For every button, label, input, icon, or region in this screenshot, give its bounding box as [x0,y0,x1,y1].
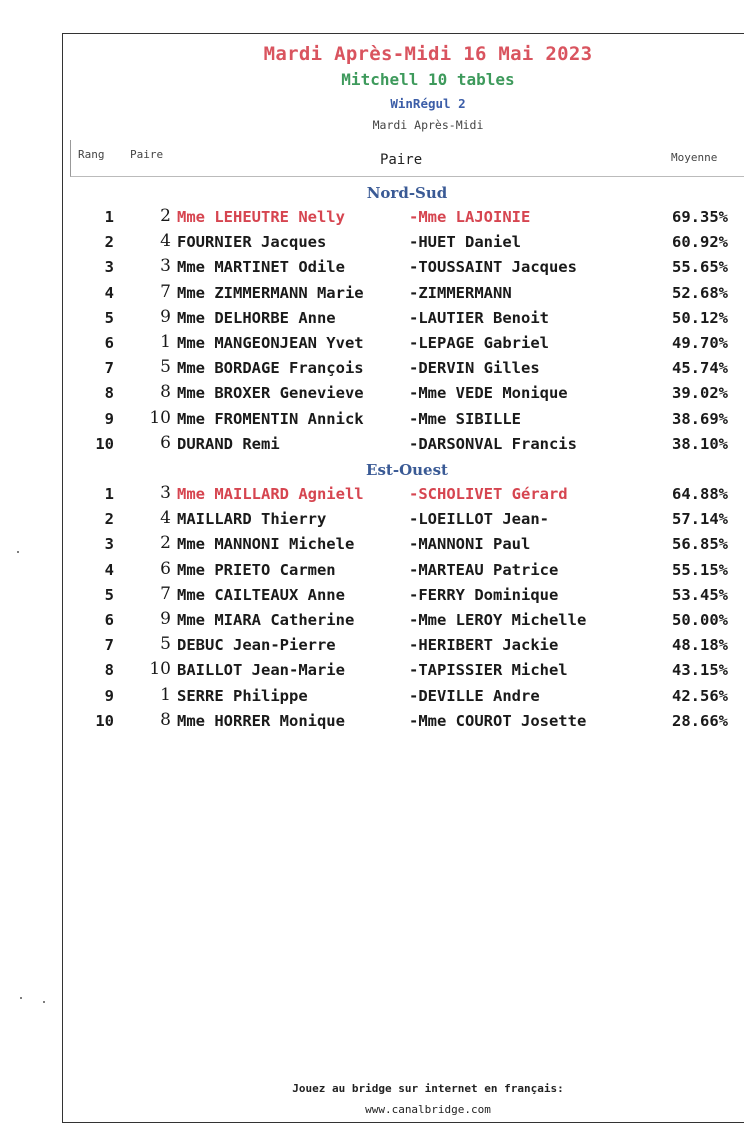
pair-number-cell: 3 [160,483,171,503]
rank-cell: 4 [104,560,114,579]
table-row [70,583,740,611]
score-cell: 56.85% [672,535,728,554]
pair-number-cell: 9 [160,609,171,629]
player-one-cell: Mme BORDAGE François [177,359,364,378]
table-row [70,359,740,384]
player-two-cell: -Mme SIBILLE [409,409,521,428]
table-row [70,281,740,309]
player-one-cell: Mme ZIMMERMANN Marie [177,283,364,302]
pair-number-cell: 8 [160,382,171,403]
player-one-cell: DEBUC Jean-Pierre [177,636,336,655]
player-one-cell: Mme MAILLARD Agniell [177,485,364,503]
player-one-cell: Mme HORRER Monique [177,711,345,730]
column-header-pair: Paire [380,152,423,168]
score-cell: 45.74% [672,359,728,378]
player-one-cell: BAILLOT Jean-Marie [177,661,345,680]
rank-cell: 6 [104,334,114,352]
table-row [70,611,740,636]
software-name: WinRégul 2 [390,96,466,111]
scan-speck [43,1001,45,1003]
table-row [70,407,740,435]
score-cell: 49.70% [672,334,728,352]
player-two-cell: -Mme LEROY Michelle [409,611,587,629]
player-one-cell: Mme MANNONI Michele [177,535,355,554]
pair-number-cell: 2 [160,533,171,554]
pair-number-cell: 4 [160,231,171,252]
score-cell: 38.69% [672,409,728,428]
table-row [70,510,740,535]
table-row [70,306,740,334]
score-cell: 53.45% [672,585,728,604]
pair-number-cell: 4 [160,508,171,529]
pair-number-cell: 6 [160,432,171,453]
player-two-cell: -Mme COUROT Josette [409,711,587,730]
rank-cell: 8 [104,384,114,403]
player-two-cell: -LEPAGE Gabriel [409,334,549,352]
session-label: Mardi Après-Midi [372,118,484,132]
pair-number-cell: 1 [160,684,171,705]
rank-cell: 5 [104,308,114,327]
table-row [70,233,740,258]
column-header-rang: Rang [78,148,105,161]
rank-cell: 7 [104,359,114,378]
table-row [70,684,740,712]
player-one-cell: SERRE Philippe [177,686,308,705]
table-row [70,432,740,460]
player-two-cell: -Mme LAJOINIE [409,208,531,226]
table-row [70,709,740,737]
player-one-cell: Mme BROXER Genevieve [177,384,364,403]
score-cell: 28.66% [672,711,728,730]
player-two-cell: -Mme VEDE Monique [409,384,568,403]
player-two-cell: -LOEILLOT Jean- [409,510,549,529]
pair-number-cell: 6 [160,558,171,579]
player-two-cell: -MARTEAU Patrice [409,560,559,579]
player-one-cell: Mme LEHEUTRE Nelly [177,208,345,226]
score-cell: 43.15% [672,661,728,680]
pair-number-cell: 10 [149,659,171,680]
table-row [70,535,740,560]
score-cell: 38.10% [672,434,728,453]
player-two-cell: -FERRY Dominique [409,585,559,604]
player-one-cell: Mme DELHORBE Anne [177,308,336,327]
player-two-cell: -HUET Daniel [409,233,521,252]
score-cell: 55.65% [672,258,728,277]
player-two-cell: -DEVILLE Andre [409,686,540,705]
section-header: Est-Ouest [366,461,448,479]
score-cell: 39.02% [672,384,728,403]
player-two-cell: -SCHOLIVET Gérard [409,485,568,503]
section-header: Nord-Sud [366,184,448,202]
table-row [70,334,740,359]
rank-cell: 3 [104,258,114,277]
table-row [70,558,740,586]
player-two-cell: -ZIMMERMANN [409,283,512,302]
player-two-cell: -DARSONVAL Francis [409,434,577,453]
player-two-cell: -LAUTIER Benoit [409,308,549,327]
table-row [70,636,740,661]
player-two-cell: -HERIBERT Jackie [409,636,559,655]
pair-number-cell: 2 [160,206,171,226]
scan-speck [17,551,19,553]
player-one-cell: Mme PRIETO Carmen [177,560,336,579]
player-one-cell: Mme FROMENTIN Annick [177,409,364,428]
player-one-cell: FOURNIER Jacques [177,233,327,252]
column-header-moyenne: Moyenne [671,151,718,164]
table-row [70,258,740,283]
score-cell: 50.00% [672,611,728,629]
pair-number-cell: 3 [160,256,171,277]
score-cell: 55.15% [672,560,728,579]
player-one-cell: Mme MIARA Catherine [177,611,355,629]
rank-cell: 9 [104,409,114,428]
player-one-cell: MAILLARD Thierry [177,510,327,529]
rank-cell: 2 [104,233,114,252]
table-header [70,140,744,177]
rank-cell: 5 [104,585,114,604]
rank-cell: 10 [95,711,114,730]
pair-number-cell: 7 [160,281,171,302]
pair-number-cell: 9 [160,306,171,327]
footer-link[interactable]: www.canalbridge.com [365,1103,491,1116]
rank-cell: 3 [104,535,114,554]
rank-cell: 9 [104,686,114,705]
rank-cell: 8 [104,661,114,680]
player-two-cell: -TAPISSIER Michel [409,661,568,680]
column-header-pair-number: Paire [130,148,164,161]
pair-number-cell: 8 [160,709,171,730]
player-one-cell: Mme MARTINET Odile [177,258,345,277]
rank-cell: 4 [104,283,114,302]
score-cell: 52.68% [672,283,728,302]
score-cell: 48.18% [672,636,728,655]
tournament-subtitle: Mitchell 10 tables [341,70,515,89]
player-one-cell: DURAND Remi [177,434,280,453]
table-row [70,208,740,233]
scan-speck [20,997,22,999]
rank-cell: 1 [104,208,114,226]
pair-number-cell: 7 [160,583,171,604]
rank-cell: 6 [104,611,114,629]
rank-cell: 2 [104,510,114,529]
score-cell: 64.88% [672,485,728,503]
pair-number-cell: 1 [160,332,171,352]
table-row [70,661,740,686]
table-row [70,384,740,409]
player-one-cell: Mme MANGEONJEAN Yvet [177,334,364,352]
score-cell: 50.12% [672,308,728,327]
footer-promo: Jouez au bridge sur internet en français: [292,1082,564,1095]
pair-number-cell: 10 [149,407,171,428]
table-row [70,485,740,510]
player-two-cell: -MANNONI Paul [409,535,531,554]
player-two-cell: -DERVIN Gilles [409,359,540,378]
rank-cell: 1 [104,485,114,503]
rank-cell: 10 [95,434,114,453]
pair-number-cell: 5 [160,634,171,655]
score-cell: 69.35% [672,208,728,226]
score-cell: 57.14% [672,510,728,529]
score-cell: 60.92% [672,233,728,252]
player-one-cell: Mme CAILTEAUX Anne [177,585,345,604]
page-title: Mardi Après-Midi 16 Mai 2023 [263,43,593,65]
pair-number-cell: 5 [160,357,171,378]
rank-cell: 7 [104,636,114,655]
score-cell: 42.56% [672,686,728,705]
player-two-cell: -TOUSSAINT Jacques [409,258,577,277]
